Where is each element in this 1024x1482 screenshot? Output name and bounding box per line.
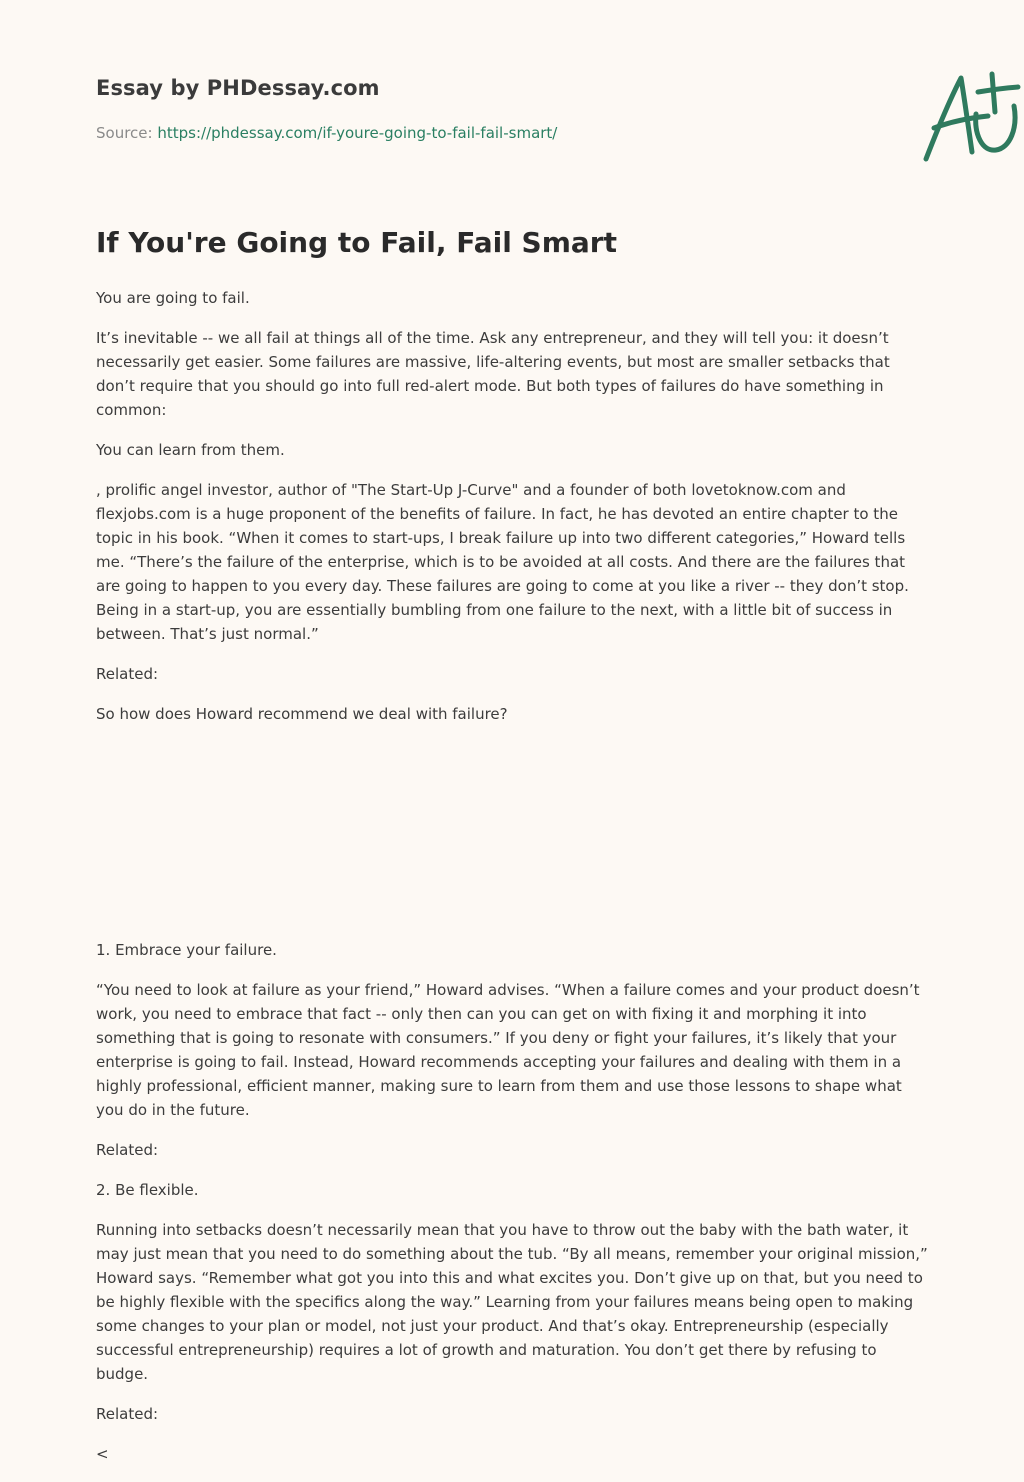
truncated-marker: < — [96, 1445, 109, 1463]
paragraph: “You need to look at failure as your friend,” Howard advises. “When a failure comes and your product doesn’t work, you need to embrace that fact -- only then can you can get on with fixing it and morphing it into something that is going to resonate with consumers.” If you deny or fight your failures, it’s likely that your enterprise is going to fail. Instead, Howard recommends accepting your failures and dealing with them in a highly professional, efficient manner, making sure to learn from them and use those lessons to shape what you do in the future. — [96, 981, 920, 1119]
paragraph: It’s inevitable -- we all fail at things all of the time. Ask any entrepreneur, and they will tell you: it doesn’t necessarily get easier. Some failures are massive, life-altering events, but most are smaller setbacks that don’t require that you should go into full red-alert mode. But both types of failures do have something in common: — [96, 329, 890, 419]
paragraph: So how does Howard recommend we deal with failure? — [96, 705, 508, 723]
related-label: Related: — [96, 1141, 159, 1159]
essay-title: If You're Going to Fail, Fail Smart — [96, 226, 617, 259]
a-plus-logo-icon — [916, 66, 1024, 166]
related-label: Related: — [96, 1405, 159, 1423]
related-label: Related: — [96, 665, 159, 683]
site-title: Essay by PHDessay.com — [96, 76, 380, 100]
ad-spacer — [96, 742, 930, 938]
paragraph: Running into setbacks doesn’t necessarily mean that you have to throw out the baby with the bath water, it may just mean that you need to do something about the tub. “By all means, remember your original mission,” Howard says. “Remember what got you into this and what excites you. Don’t give up on that, but you need to be highly flexible with the specifics along the way.” Learning from your failures means being open to making some changes to your plan or model, not just your product. And that’s okay. Entrepreneurship (especially successful entrepreneurship) requires a lot of growth and maturation. You don’t get there by refusing to budge. — [96, 1221, 928, 1383]
paragraph: You are going to fail. — [96, 289, 250, 307]
source-link[interactable]: https://phdessay.com/if-youre-going-to-fail-fail-smart/ — [157, 124, 558, 142]
section-heading-embrace: 1. Embrace your failure. — [96, 941, 277, 959]
source-label: Source: — [96, 124, 153, 142]
source-line — [96, 124, 557, 142]
paragraph: , prolific angel investor, author of "The Start-Up J-Curve" and a founder of both lovetoknow.com and flexjobs.com is a huge proponent of the benefits of failure. In fact, he has devoted an entire chapter to the topic in his book. “When it comes to start-ups, I break failure up into two different categories,” Howard tells me. “There’s the failure of the enterprise, which is to be avoided at all costs. And there are the failures that are going to happen to you every day. These failures are going to come at you like a river -- they don’t stop. Being in a start-up, you are essentially bumbling from one failure to the next, with a little bit of success in between. That’s just normal.” — [96, 481, 909, 643]
paragraph: You can learn from them. — [96, 441, 285, 459]
essay-body — [96, 286, 930, 1482]
section-heading-flexible: 2. Be flexible. — [96, 1181, 199, 1199]
